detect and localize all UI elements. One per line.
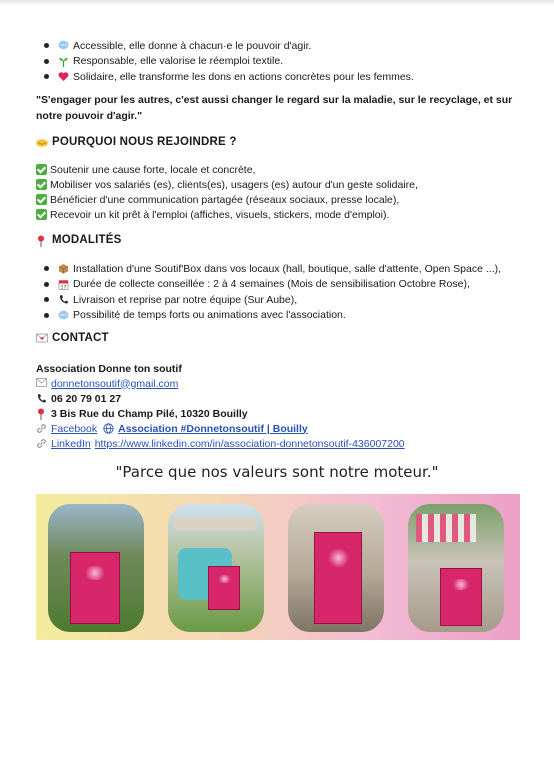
list-item-text: Soutenir une cause forte, locale et concrète, (50, 163, 256, 176)
bullet-dot (44, 43, 49, 48)
handshake-icon (36, 137, 47, 148)
speech-bubble-icon (58, 310, 69, 321)
bullet-dot (44, 282, 49, 287)
address-text: 3 Bis Rue du Champ Pilé, 10320 Bouilly (51, 407, 248, 420)
collection-box (208, 566, 240, 610)
pin-icon (36, 235, 47, 246)
terms-list (44, 261, 501, 323)
list-item (36, 162, 418, 177)
phone-row (36, 391, 405, 406)
check-mark-icon (36, 194, 47, 205)
facebook-page-link[interactable]: Association #Donnetonsoutif | Bouilly (118, 422, 308, 435)
seedling-icon (58, 56, 69, 67)
motto-text: "Parce que nos valeurs sont notre moteur." (115, 463, 439, 481)
list-item-text: Possibilité de temps forts ou animations avec l'association. (73, 309, 346, 322)
email-link[interactable]: donnetonsoutif@gmail.com (51, 377, 179, 390)
photo-banner (36, 494, 520, 640)
linkedin-url-link[interactable]: https://www.linkedin.com/in/association-donnetonsoutif-436007200 (94, 437, 405, 450)
list-item-text: Bénéficier d'une communication partagée (réseaux sociaux, presse locale), (50, 193, 400, 206)
section-title-text: MODALITÉS (52, 234, 122, 246)
collection-box (70, 552, 120, 624)
list-item-text: Livraison et reprise par notre équipe (Sur Aube), (73, 293, 298, 306)
link-icon (36, 423, 47, 434)
linkedin-label[interactable]: LinkedIn (51, 437, 91, 450)
why-join-list (36, 162, 418, 222)
engagement-quote: "S'engager pour les autres, c'est aussi changer le regard sur la maladie, sur le recyclage, et sur notre pouvoir d'agir." (36, 94, 513, 122)
list-item (44, 292, 501, 308)
list-item-text: Installation d'une Soutif'Box dans vos locaux (hall, boutique, salle d'attente, Open Space ...), (73, 262, 502, 275)
photo-golf-cart (168, 504, 264, 632)
address-row (36, 406, 405, 421)
bullet-text: Responsable, elle valorise le réemploi textile. (73, 55, 284, 68)
list-item (44, 277, 501, 293)
bullet-dot (44, 266, 49, 271)
bullet-text: Solidaire, elle transforme les dons en actions concrètes pour les femmes. (73, 70, 414, 83)
section-title-terms (36, 234, 122, 246)
list-item (44, 38, 414, 54)
section-title-text: POURQUOI NOUS REJOINDRE ? (52, 136, 237, 148)
email-row (36, 376, 405, 391)
list-item (44, 308, 501, 324)
heart-icon (58, 71, 69, 82)
check-mark-icon (36, 209, 47, 220)
intro-bullet-list (44, 38, 414, 85)
check-mark-icon (36, 179, 47, 190)
list-item-text: Recevoir un kit prêt à l'emploi (affiches, visuels, stickers, mode d'emploi). (50, 208, 390, 221)
phone-icon (36, 393, 47, 404)
link-icon (36, 438, 47, 449)
collection-box (314, 532, 362, 624)
envelope-icon (36, 378, 47, 389)
bullet-dot (44, 313, 49, 318)
list-item (44, 69, 414, 85)
box-icon (58, 263, 69, 274)
phone-icon (58, 294, 69, 305)
facebook-link[interactable]: Facebook (51, 422, 98, 435)
list-item (36, 192, 418, 207)
bullet-dot (44, 297, 49, 302)
envelope-heart-icon (36, 333, 47, 344)
section-title-why-join (36, 136, 237, 148)
phone-number[interactable]: 06 20 79 01 27 (51, 392, 122, 405)
section-title-text: CONTACT (52, 332, 109, 344)
calendar-icon (58, 279, 69, 290)
photo-collection-box-indoor (288, 504, 384, 632)
list-item (44, 54, 414, 70)
collection-box (440, 568, 482, 626)
svg-text:17: 17 (60, 285, 67, 290)
linkedin-row (36, 436, 405, 451)
photo-collection-box-stand (408, 504, 504, 632)
bullet-text: Accessible, elle donne à chacun·e le pouvoir d'agir. (73, 39, 312, 52)
globe-icon (103, 423, 114, 434)
section-title-contact (36, 332, 109, 344)
photo-collection-box-golf (48, 504, 144, 632)
list-item-text: Durée de collecte conseillée : 2 à 4 semaines (Mois de sensibilisation Octobre Rose), (73, 278, 470, 291)
check-mark-icon (36, 164, 47, 175)
bullet-dot (44, 59, 49, 64)
speech-bubble-icon (58, 40, 69, 51)
organization-name: Association Donne ton soutif (36, 362, 182, 375)
list-item (36, 177, 418, 192)
list-item-text: Mobiliser vos salariés (es), clients(es), usagers (es) autour d'un geste solidaire, (50, 178, 418, 191)
list-item (36, 207, 418, 222)
list-item (44, 261, 501, 277)
bullet-dot (44, 74, 49, 79)
facebook-row (36, 421, 405, 436)
contact-block (36, 361, 405, 451)
pin-icon (36, 408, 47, 419)
